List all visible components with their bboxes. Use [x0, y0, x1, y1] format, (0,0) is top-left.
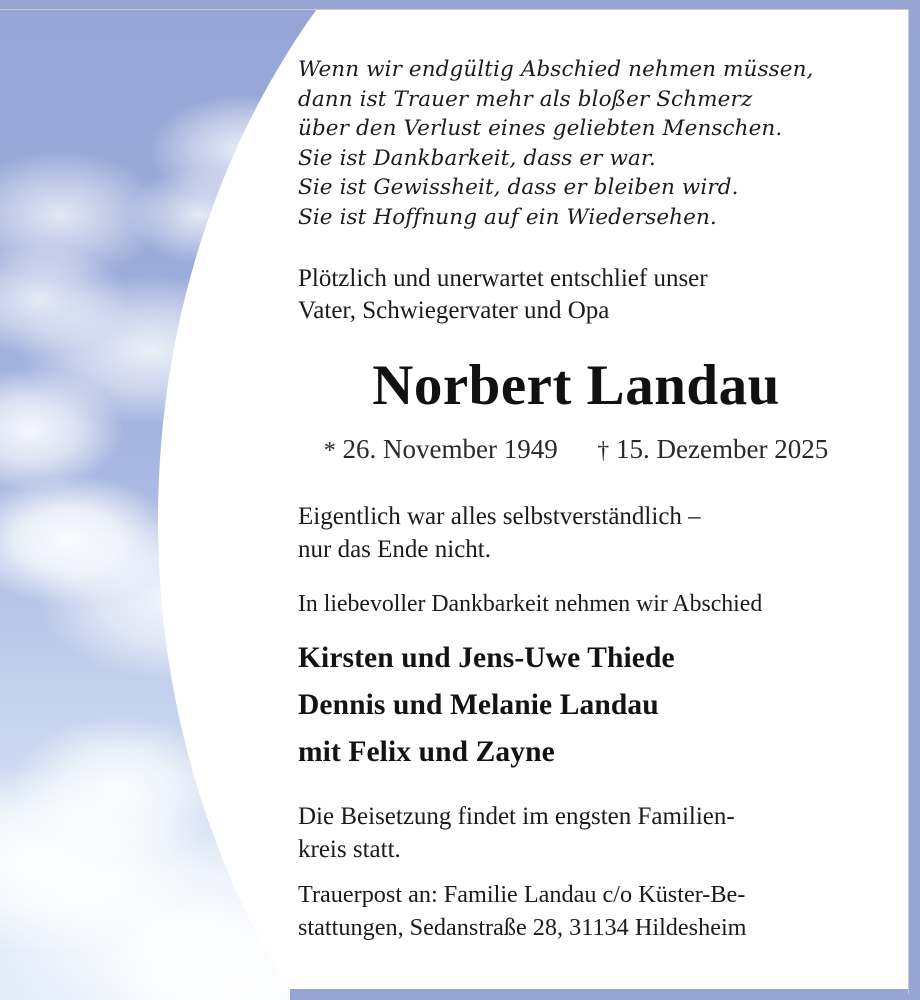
birth-date: 26. November 1949 — [342, 434, 558, 464]
birth-star-icon: * — [323, 438, 336, 464]
mourner-line-2: Dennis und Melanie Landau — [298, 689, 659, 721]
announcement-intro — [298, 263, 850, 327]
poem-line-3: über den Verlust eines geliebten Menschen. — [298, 116, 783, 141]
thanks-line: In liebevoller Dankbarkeit nehmen wir Abschied — [298, 590, 763, 617]
death-cross-icon: † — [597, 438, 610, 464]
condolence-address — [298, 878, 844, 944]
notice-text-column — [298, 0, 854, 1000]
mourner-line-1: Kirsten und Jens-Uwe Thiede — [298, 642, 675, 674]
life-dates — [230, 432, 920, 468]
poem-line-1: Wenn wir endgültig Abschied nehmen müssen, — [298, 57, 814, 82]
quote-line-2: nur das Ende nicht. — [298, 536, 492, 563]
poem-line-6: Sie ist Hoffnung auf ein Wiedersehen. — [298, 204, 717, 230]
death-date: 15. Dezember 2025 — [616, 434, 829, 464]
frame-border-right — [909, 0, 920, 1000]
poem-line-4: Sie ist Dankbarkeit, dass er war. — [298, 145, 656, 171]
burial-line-2: kreis statt. — [298, 836, 401, 863]
burial-info — [298, 800, 850, 866]
address-line-1: Trauerpost an: Familie Landau c/o Küster-Be- — [298, 881, 746, 908]
memorial-poem — [298, 55, 854, 232]
deceased-name: Norbert Landau — [372, 354, 780, 417]
memorial-quote — [298, 500, 850, 566]
mourner-line-3: mit Felix und Zayne — [298, 736, 555, 768]
address-line-2: stattungen, Sedanstraße 28, 31134 Hildesheim — [298, 914, 747, 941]
burial-line-1: Die Beisetzung findet im engsten Familien- — [298, 803, 735, 830]
quote-line-1: Eigentlich war alles selbstverständlich – — [298, 503, 701, 530]
poem-line-2: dann ist Trauer mehr als bloßer Schmerz — [298, 86, 753, 112]
mourners-list — [298, 635, 854, 776]
hairline-rule-right — [908, 9, 909, 994]
intro-line-2: Vater, Schwiegervater und Opa — [298, 297, 610, 324]
intro-line-1: Plötzlich und unerwartet entschlief unser — [298, 265, 708, 292]
poem-line-5: Sie ist Gewissheit, dass er bleiben wird. — [298, 175, 739, 200]
